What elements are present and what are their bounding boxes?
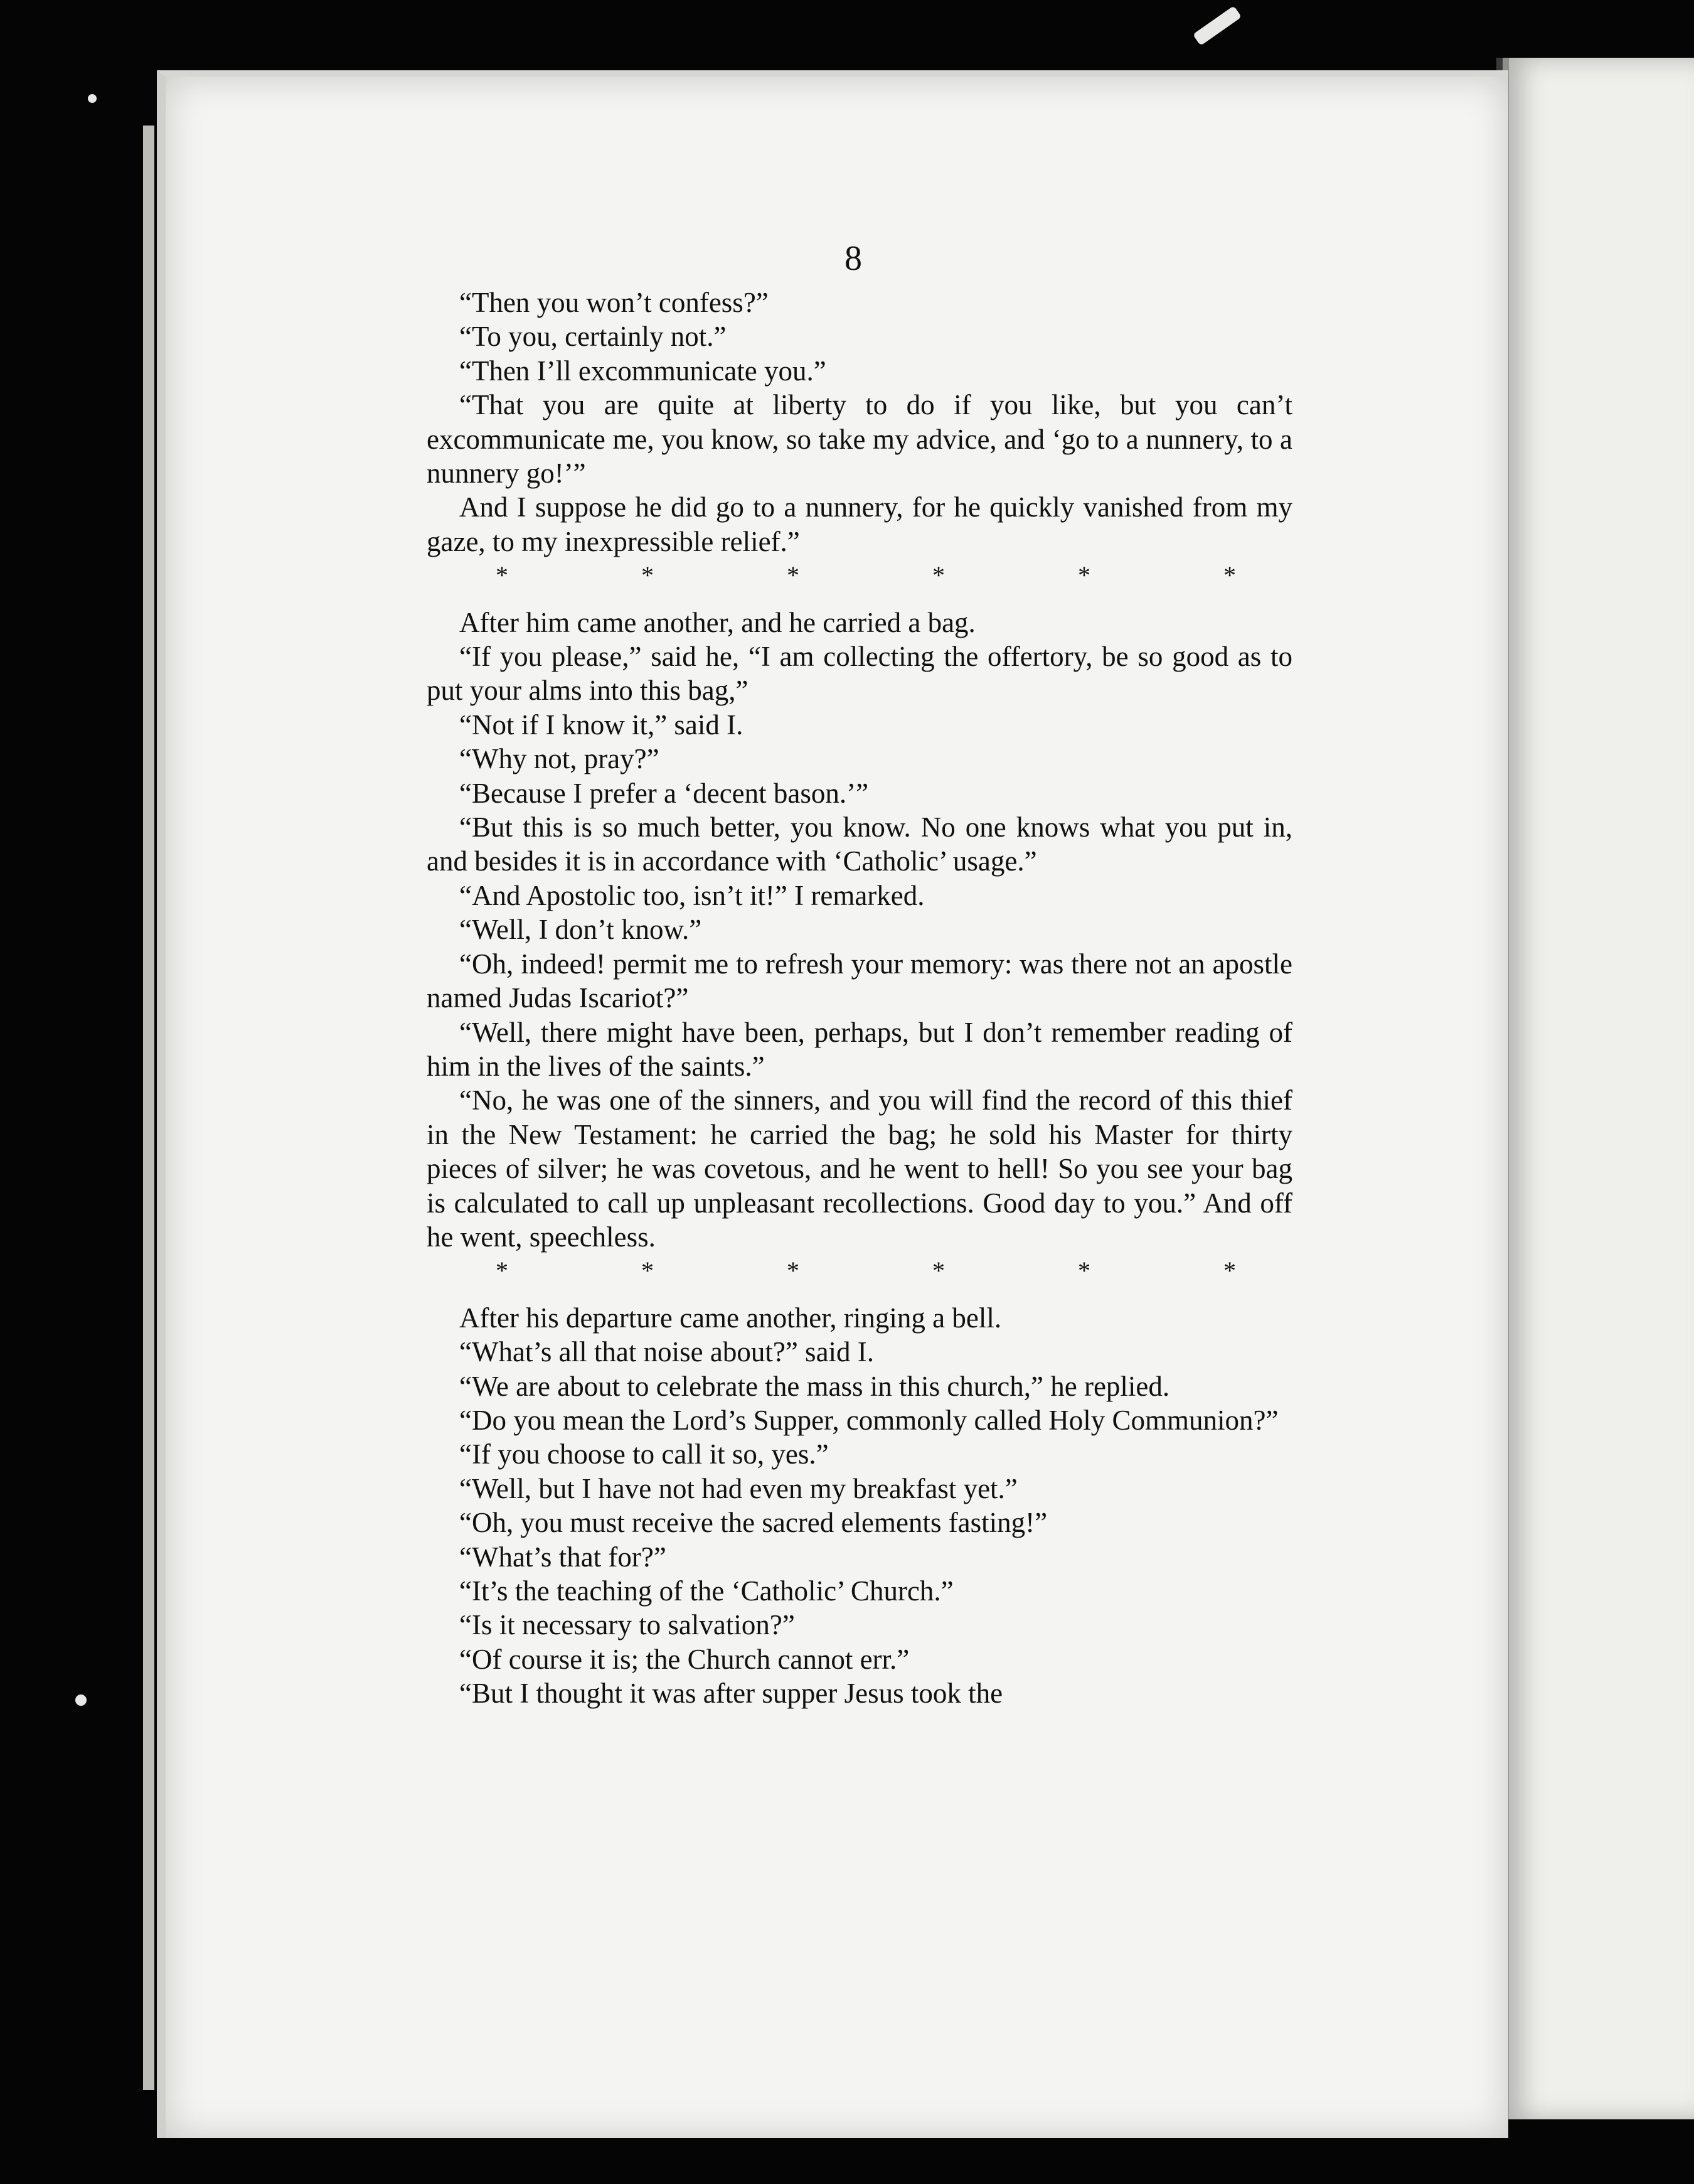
section-separator bbox=[427, 559, 1292, 592]
page-body bbox=[427, 226, 1292, 1711]
paragraph: “But I thought it was after supper Jesus took the bbox=[459, 1678, 1003, 1710]
separator-star: * bbox=[496, 1256, 508, 1285]
dialogue-line: “Well, I don’t know.” bbox=[459, 914, 702, 946]
separator-star: * bbox=[496, 561, 508, 590]
dialogue-line: “To you, certainly not.” bbox=[459, 321, 727, 353]
paragraph: “Oh, indeed! permit me to refresh your memory: was there not an apostle named Judas Iscariot?” bbox=[427, 948, 1292, 1014]
dialogue-line: “It’s the teaching of the ‘Catholic’ Church.” bbox=[459, 1575, 954, 1607]
dialogue-line: “Well, but I have not had even my breakfast yet.” bbox=[459, 1472, 1018, 1504]
paragraph: After his departure came another, ringing a bell. bbox=[459, 1302, 1002, 1334]
separator-star: * bbox=[641, 1256, 654, 1285]
paragraph: And I suppose he did go to a nunnery, for he quickly vanished from my gaze, to my inexpressible relief.” bbox=[427, 491, 1292, 557]
dialogue-line: “Oh, you must receive the sacred elements fasting!” bbox=[459, 1507, 1048, 1539]
dialogue-line: “Not if I know it,” said I. bbox=[459, 709, 743, 741]
page-number: 8 bbox=[844, 239, 862, 278]
dust-speck bbox=[88, 94, 97, 103]
paragraph: “That you are quite at liberty to do if you like, but you can’t excommunicate me, you know, so take my advice, and ‘go to a nunnery, to a nunnery go!’” bbox=[427, 389, 1292, 490]
dialogue-line: “What’s that for?” bbox=[459, 1541, 666, 1573]
paragraph: “We are about to celebrate the mass in this church,” he replied. bbox=[459, 1370, 1170, 1402]
separator-star: * bbox=[1223, 1256, 1236, 1285]
separator-star: * bbox=[1078, 561, 1090, 590]
page-edge bbox=[143, 126, 154, 2090]
separator-star: * bbox=[932, 1256, 945, 1285]
dialogue-line: “Then I’ll excommunicate you.” bbox=[459, 355, 826, 387]
dust-speck bbox=[75, 1694, 87, 1706]
dialogue-line: “If you choose to call it so, yes.” bbox=[459, 1438, 829, 1470]
dialogue-line: “Of course it is; the Church cannot err.” bbox=[459, 1643, 910, 1675]
separator-star: * bbox=[932, 561, 945, 590]
adjacent-page bbox=[1503, 58, 1694, 2119]
paragraph: “Do you mean the Lord’s Supper, commonly called Holy Communion?” bbox=[459, 1404, 1279, 1436]
dialogue-line: “Then you won’t confess?” bbox=[459, 287, 769, 318]
paragraph: “But this is so much better, you know. No one knows what you put in, and besides it is in accordance with ‘Catholic’ usage.” bbox=[427, 811, 1292, 877]
dialogue-line: “And Apostolic too, isn’t it!” I remarked. bbox=[459, 879, 925, 911]
separator-star: * bbox=[1223, 561, 1236, 590]
paragraph: After him came another, and he carried a bag. bbox=[459, 606, 976, 638]
separator-star: * bbox=[641, 561, 654, 590]
separator-star: * bbox=[1078, 1256, 1090, 1285]
separator-star: * bbox=[787, 1256, 799, 1285]
dialogue-line: “Is it necessary to salvation?” bbox=[459, 1609, 795, 1641]
paragraph: “If you please,” said he, “I am collecting the offertory, be so good as to put your alms into this bag,” bbox=[427, 641, 1292, 707]
paragraph: “No, he was one of the sinners, and you will find the record of this thief in the New Testament: he carried the bag; he sold his Master for thirty pieces of silver; he was covetous, and he went to hell! So you see your bag is calculated to call up unpleasant recollections. Good day to you.” And off he went, speechless. bbox=[427, 1084, 1292, 1253]
paragraph: “Well, there might have been, perhaps, but I don’t remember reading of him in the lives of the saints.” bbox=[427, 1016, 1292, 1082]
dialogue-line: “Because I prefer a ‘decent bason.’” bbox=[459, 777, 869, 809]
dialogue-line: “Why not, pray?” bbox=[459, 743, 659, 775]
section-separator bbox=[427, 1254, 1292, 1288]
separator-star: * bbox=[787, 561, 799, 590]
dialogue-line: “What’s all that noise about?” said I. bbox=[459, 1336, 875, 1368]
